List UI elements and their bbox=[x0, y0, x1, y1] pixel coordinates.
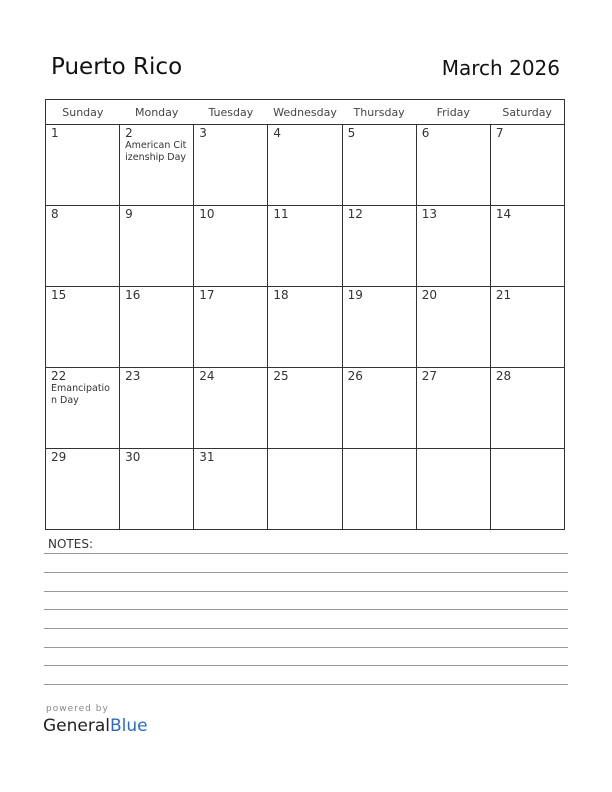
day-number: 20 bbox=[421, 288, 437, 302]
week-row bbox=[46, 125, 565, 206]
day-cell bbox=[490, 449, 564, 530]
holiday-label: Emancipation Day bbox=[51, 383, 110, 406]
weekday-header: Tuesday bbox=[194, 100, 268, 125]
day-cell bbox=[120, 206, 194, 287]
day-number: 18 bbox=[273, 288, 289, 302]
day-number: 24 bbox=[199, 369, 215, 383]
weekday-header: Sunday bbox=[46, 100, 120, 125]
day-cell bbox=[416, 125, 490, 206]
note-line bbox=[44, 684, 568, 685]
day-number: 13 bbox=[421, 207, 437, 221]
day-cell bbox=[268, 449, 342, 530]
day-cell bbox=[120, 125, 194, 206]
day-cell bbox=[194, 125, 268, 206]
day-cell bbox=[46, 125, 120, 206]
day-number: 19 bbox=[347, 288, 363, 302]
note-line bbox=[44, 647, 568, 648]
day-cell bbox=[120, 368, 194, 449]
day-cell bbox=[416, 206, 490, 287]
day-number: 7 bbox=[495, 126, 504, 140]
day-number: 31 bbox=[199, 450, 215, 464]
week-row bbox=[46, 449, 565, 530]
day-cell bbox=[268, 368, 342, 449]
month-label: March 2026 bbox=[441, 56, 560, 80]
day-number: 21 bbox=[495, 288, 512, 302]
day-number: 1 bbox=[51, 126, 59, 140]
day-number: 29 bbox=[51, 450, 67, 464]
weekday-header: Thursday bbox=[342, 100, 416, 125]
day-number: 30 bbox=[125, 450, 141, 464]
day-cell bbox=[46, 368, 120, 449]
day-number: 14 bbox=[495, 207, 512, 221]
brand-blue: Blue bbox=[110, 716, 148, 736]
day-cell bbox=[46, 206, 120, 287]
week-row bbox=[46, 287, 565, 368]
week-row bbox=[46, 206, 565, 287]
day-number: 17 bbox=[199, 288, 215, 302]
weekday-header: Friday bbox=[416, 100, 490, 125]
day-number: 16 bbox=[125, 288, 141, 302]
day-cell bbox=[268, 206, 342, 287]
note-line bbox=[44, 572, 568, 573]
weekday-header: Monday bbox=[120, 100, 194, 125]
note-line bbox=[44, 665, 568, 666]
day-cell bbox=[46, 449, 120, 530]
note-line bbox=[44, 628, 568, 629]
day-number: 12 bbox=[347, 207, 363, 221]
day-cell bbox=[120, 287, 194, 368]
day-cell bbox=[120, 449, 194, 530]
day-number: 27 bbox=[421, 369, 437, 383]
day-number: 2 bbox=[125, 126, 133, 140]
day-number: 3 bbox=[199, 126, 207, 140]
day-cell bbox=[194, 287, 268, 368]
day-number: 5 bbox=[347, 126, 356, 140]
day-cell bbox=[268, 125, 342, 206]
day-number: 28 bbox=[495, 369, 512, 383]
day-cell bbox=[342, 449, 416, 530]
day-number: 26 bbox=[347, 369, 363, 383]
day-number: 11 bbox=[273, 207, 289, 221]
day-number: 15 bbox=[51, 288, 67, 302]
day-cell bbox=[490, 125, 564, 206]
note-line bbox=[44, 591, 568, 592]
day-cell bbox=[490, 287, 564, 368]
day-number: 8 bbox=[51, 207, 59, 221]
page-title: Puerto Rico bbox=[51, 54, 183, 80]
note-line bbox=[44, 553, 568, 554]
weekday-header: Saturday bbox=[490, 100, 564, 125]
day-number: 6 bbox=[421, 126, 430, 140]
weekday-header-row bbox=[46, 100, 565, 125]
day-cell bbox=[342, 368, 416, 449]
day-cell bbox=[416, 449, 490, 530]
week-row bbox=[46, 368, 565, 449]
day-number: 25 bbox=[273, 369, 289, 383]
day-cell bbox=[268, 287, 342, 368]
day-cell bbox=[416, 368, 490, 449]
day-cell bbox=[194, 206, 268, 287]
day-cell bbox=[194, 449, 268, 530]
day-number: 22 bbox=[51, 369, 67, 383]
day-cell bbox=[416, 287, 490, 368]
day-cell bbox=[194, 368, 268, 449]
day-cell bbox=[46, 287, 120, 368]
brand-logo bbox=[43, 716, 148, 736]
day-number: 9 bbox=[125, 207, 133, 221]
day-cell bbox=[490, 206, 564, 287]
brand-general: General bbox=[43, 716, 110, 736]
day-cell bbox=[490, 368, 564, 449]
day-cell bbox=[342, 206, 416, 287]
day-number: 4 bbox=[273, 126, 282, 140]
holiday-label: American Citizenship Day bbox=[125, 140, 187, 163]
notes-label: NOTES: bbox=[48, 537, 93, 551]
calendar-grid bbox=[45, 99, 565, 530]
day-number: 23 bbox=[125, 369, 141, 383]
day-cell bbox=[342, 125, 416, 206]
powered-by-label: powered by bbox=[46, 704, 109, 714]
weekday-header: Wednesday bbox=[268, 100, 342, 125]
day-number: 10 bbox=[199, 207, 215, 221]
day-cell bbox=[342, 287, 416, 368]
note-line bbox=[44, 609, 568, 610]
